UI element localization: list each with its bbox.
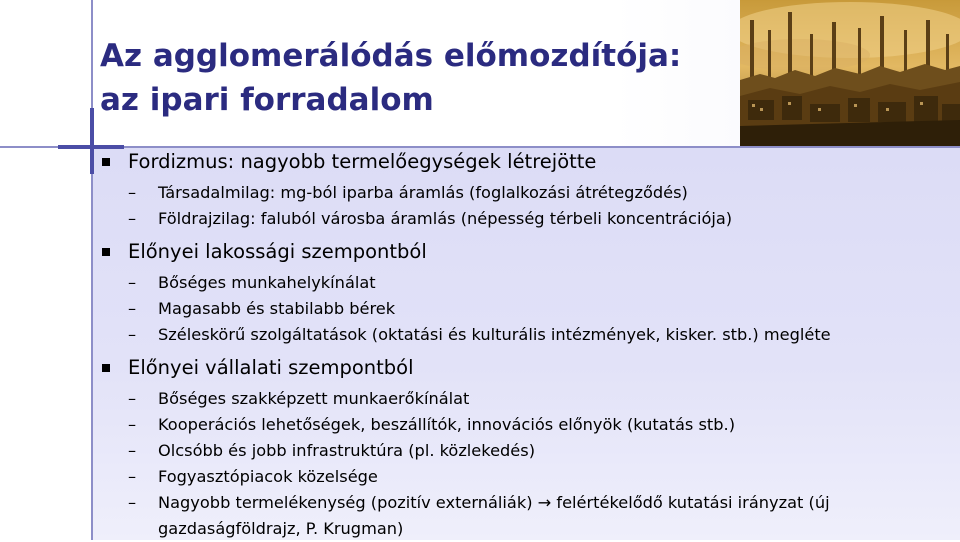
sub-item	[100, 412, 950, 438]
sub-item-text: Társadalmilag: mg-ból iparba áramlás (foglalkozási átrétegződés)	[158, 183, 688, 202]
cross-accent-horizontal	[58, 145, 124, 149]
bullet-heading: Előnyei lakossági szempontból	[128, 240, 427, 263]
left-margin	[0, 0, 92, 540]
dash-icon: –	[128, 273, 137, 292]
sub-list	[100, 180, 950, 232]
horizontal-divider	[0, 146, 960, 148]
slide-title	[100, 34, 681, 122]
cross-accent-vertical	[90, 108, 94, 174]
sub-item-text: Kooperációs lehetőségek, beszállítók, innovációs előnyök (kutatás stb.)	[158, 415, 736, 434]
dash-icon: –	[128, 183, 137, 202]
industrial-city-photo-icon	[740, 0, 960, 148]
dash-icon: –	[128, 389, 137, 408]
sub-list	[100, 270, 950, 348]
dash-icon: –	[128, 209, 137, 228]
sub-item-text: Bőséges szakképzett munkaerőkínálat	[158, 389, 470, 408]
sub-item-text: Nagyobb termelékenység (pozitív externáliák) → felértékelődő kutatási irányzat (új gazdaságföldrajz, P. Krugman)	[158, 493, 830, 538]
sub-item-text: Bőséges munkahelykínálat	[158, 273, 376, 292]
sub-item	[100, 438, 950, 464]
square-bullet-icon	[102, 364, 110, 372]
bullet-item	[100, 356, 950, 380]
bullet-item	[100, 240, 950, 264]
sub-item	[100, 180, 950, 206]
dash-icon: –	[128, 415, 137, 434]
sub-item-text: Fogyasztópiacok közelsége	[158, 467, 378, 486]
title-line-2: az ipari forradalom	[100, 82, 434, 118]
sub-item	[100, 206, 950, 232]
sub-item	[100, 270, 950, 296]
sub-item	[100, 322, 950, 348]
title-line-1: Az agglomerálódás előmozdítója:	[100, 38, 682, 74]
dash-icon: –	[128, 493, 137, 512]
dash-icon: –	[128, 441, 137, 460]
vertical-divider	[91, 0, 93, 540]
bullet-item	[100, 150, 950, 174]
sub-item-text: Széleskörű szolgáltatások (oktatási és kulturális intézmények, kisker. stb.) megléte	[158, 325, 831, 344]
sub-item-text: Olcsóbb és jobb infrastruktúra (pl. közlekedés)	[158, 441, 536, 460]
bullet-heading: Fordizmus: nagyobb termelőegységek létrejötte	[128, 150, 597, 173]
sub-item-text: Földrajzilag: faluból városba áramlás (népesség térbeli koncentrációja)	[158, 209, 733, 228]
square-bullet-icon	[102, 158, 110, 166]
sub-list	[100, 386, 950, 542]
slide-content	[100, 150, 950, 542]
section-fordizmus	[100, 150, 950, 232]
section-vallalati	[100, 356, 950, 542]
sub-item	[100, 296, 950, 322]
bullet-heading: Előnyei vállalati szempontból	[128, 356, 414, 379]
sub-item-text: Magasabb és stabilabb bérek	[158, 299, 396, 318]
sub-item	[100, 386, 950, 412]
section-lakossagi	[100, 240, 950, 348]
dash-icon: –	[128, 467, 137, 486]
dash-icon: –	[128, 299, 137, 318]
dash-icon: –	[128, 325, 137, 344]
sub-item	[100, 490, 918, 542]
square-bullet-icon	[102, 248, 110, 256]
sub-item	[100, 464, 950, 490]
